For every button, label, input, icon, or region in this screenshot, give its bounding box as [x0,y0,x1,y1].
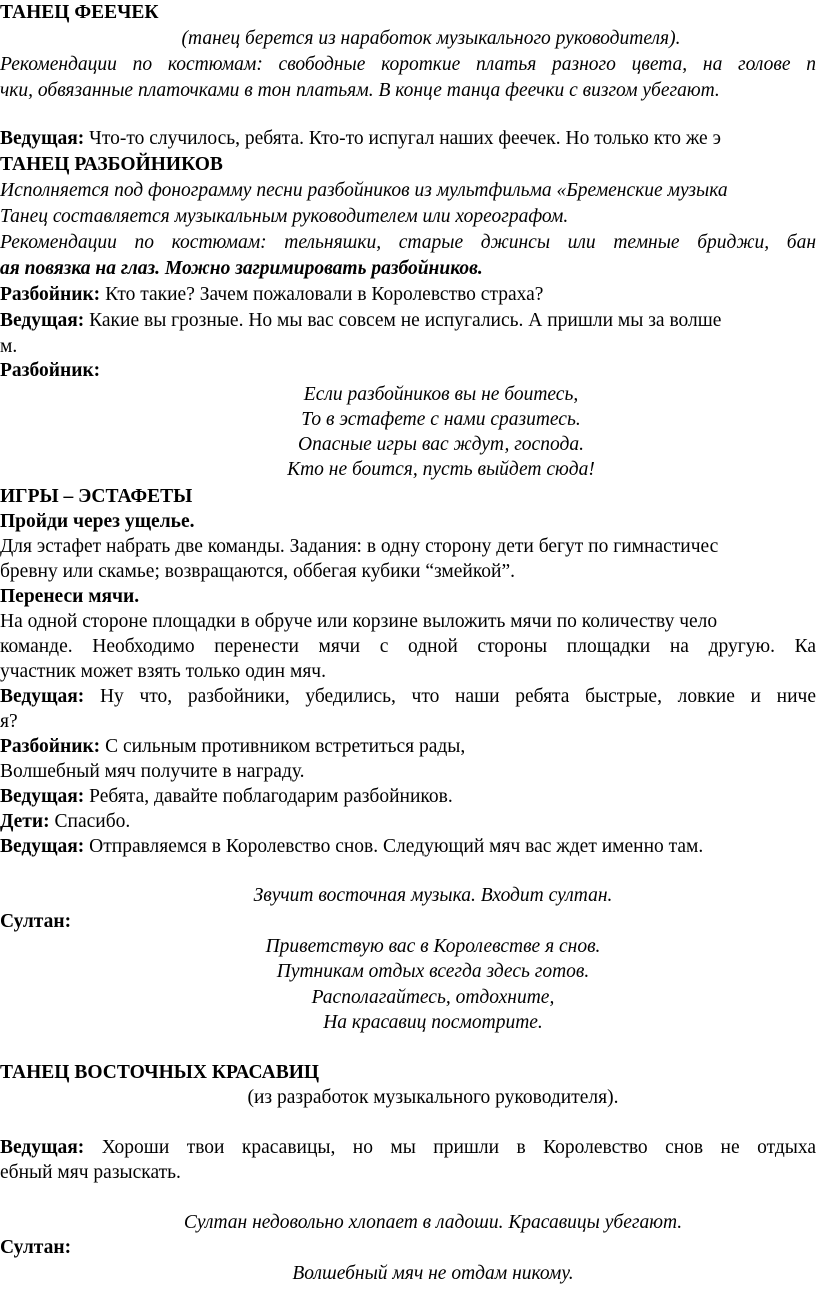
stage-direction-sultan-enters: Звучит восточная музыка. Входит султан. [253,885,613,906]
game-gorge-text-2: бревну или скамье; возвращаются, оббегая кубики “змейкой”. [0,561,516,582]
game-balls-text-3: участник может взять только один мяч. [0,661,326,682]
speaker-label: Разбойник: [0,736,101,757]
speaker-label: Ведущая: [0,1137,85,1158]
host-line-2 [0,308,816,334]
speaker-label: Ведущая: [0,310,85,331]
speech-text: Ребята, давайте поблагодарим разбойников. [84,786,453,807]
robbers-dance-note-1: Исполняется под фонограмму песни разбойников из мультфильма «Бременские музыка [0,180,728,201]
robber-line-2-continued: Волшебный мяч получите в награду. [0,761,305,782]
sultan-verse-line-3: Располагайтесь, отдохните, [311,987,555,1008]
fairy-dance-note: (танец берется из наработок музыкального руководителя). [181,28,681,49]
sultan-verse-line-1: Приветствую вас в Королевстве я снов. [265,936,601,957]
host-line-2-continued: м. [0,336,18,357]
sultan-reply: Волшебный мяч не отдам никому. [292,1263,574,1284]
stage-direction-sultan-claps: Султан недовольно хлопает в ладоши. Красавицы убегают. [183,1212,683,1233]
robber-verse-line-4: Кто не боится, пусть выйдет сюда! [287,459,595,480]
speech-text: Отправляемся в Королевство снов. Следующий мяч вас ждет именно там. [84,836,704,857]
speech-text: Что-то случилось, ребята. Кто-то испугал наших феечек. Но только кто же э [84,128,721,149]
host-line-3 [0,684,816,710]
game-title-gorge: Пройди через ущелье. [0,511,195,532]
game-title-balls: Перенеси мячи. [0,586,140,607]
heading-fairy-dance: ТАНЕЦ ФЕЕЧЕК [0,2,159,23]
heading-robbers-dance: ТАНЕЦ РАЗБОЙНИКОВ [0,154,223,175]
host-line-6-continued: ебный мяч разыскать. [0,1162,181,1183]
speech-text: Ну что, разбойники, убедились, что наши ребята быстрые, ловкие и ниче [84,686,816,707]
speaker-label: Ведущая: [0,836,85,857]
host-line-5 [0,834,816,860]
robber-line-2 [0,734,816,760]
speech-text: Хороши твои красавицы, но мы пришли в Королевство снов не отдыха [84,1137,816,1158]
speaker-label: Дети: [0,811,50,832]
host-line-1 [0,126,816,152]
host-line-6 [0,1135,816,1161]
oriental-dance-note: (из разработок музыкального руководителя). [247,1087,619,1108]
game-gorge-text-1: Для эстафет набрать две команды. Задания: в одну сторону дети бегут по гимнастичес [0,536,719,557]
robber-verse-line-2: То в эстафете с нами сразитесь. [301,409,581,430]
fairy-costume-line-1: Рекомендации по костюмам: свободные короткие платья разного цвета, на голове п [0,54,816,75]
robber-verse-line-1: Если разбойников вы не боитесь, [303,384,579,405]
heading-relay-games: ИГРЫ – ЭСТАФЕТЫ [0,486,193,507]
sultan-verse-line-2: Путникам отдых всегда здесь готов. [276,961,590,982]
robbers-costume-line-1: Рекомендации по костюмам: тельняшки, старые джинсы или темные бриджи, бан [0,232,816,253]
speaker-label: Ведущая: [0,786,85,807]
speaker-label: Разбойник: [0,284,101,305]
robber-line-1 [0,282,816,308]
speech-text: Кто такие? Зачем пожаловали в Королевство страха? [100,284,544,305]
speech-text: Какие вы грозные. Но мы вас совсем не испугались. А пришли мы за волше [84,310,722,331]
fairy-costume-line-2: чки, обвязанные платочками в тон платьям. В конце танца феечки с визгом убегают. [0,80,720,101]
speaker-label: Ведущая: [0,128,85,149]
robbers-dance-note-2: Танец составляется музыкальным руководителем или хореографом. [0,206,569,227]
speech-text: Спасибо. [49,811,131,832]
speaker-label: Ведущая: [0,686,85,707]
game-balls-text-2: команде. Необходимо перенести мячи с одной стороны площадки на другую. Ка [0,636,816,657]
robber-verse-line-3: Опасные игры вас ждут, господа. [298,434,584,455]
sultan-verse-line-4: На красавиц посмотрите. [323,1012,543,1033]
heading-oriental-dance: ТАНЕЦ ВОСТОЧНЫХ КРАСАВИЦ [0,1062,320,1083]
speech-text: С сильным противником встретиться рады, [100,736,466,757]
sultan-speaker-label: Султан: [0,911,72,932]
host-line-3-continued: я? [0,711,18,732]
robbers-costume-line-2: ая повязка на глаз. Можно загримировать разбойников. [0,258,483,279]
children-line [0,809,816,835]
sultan-speaker-label-2: Султан: [0,1237,72,1258]
host-line-4 [0,784,816,810]
robber-speaker-label: Разбойник: [0,360,101,381]
game-balls-text-1: На одной стороне площадки в обруче или корзине выложить мячи по количеству чело [0,611,718,632]
